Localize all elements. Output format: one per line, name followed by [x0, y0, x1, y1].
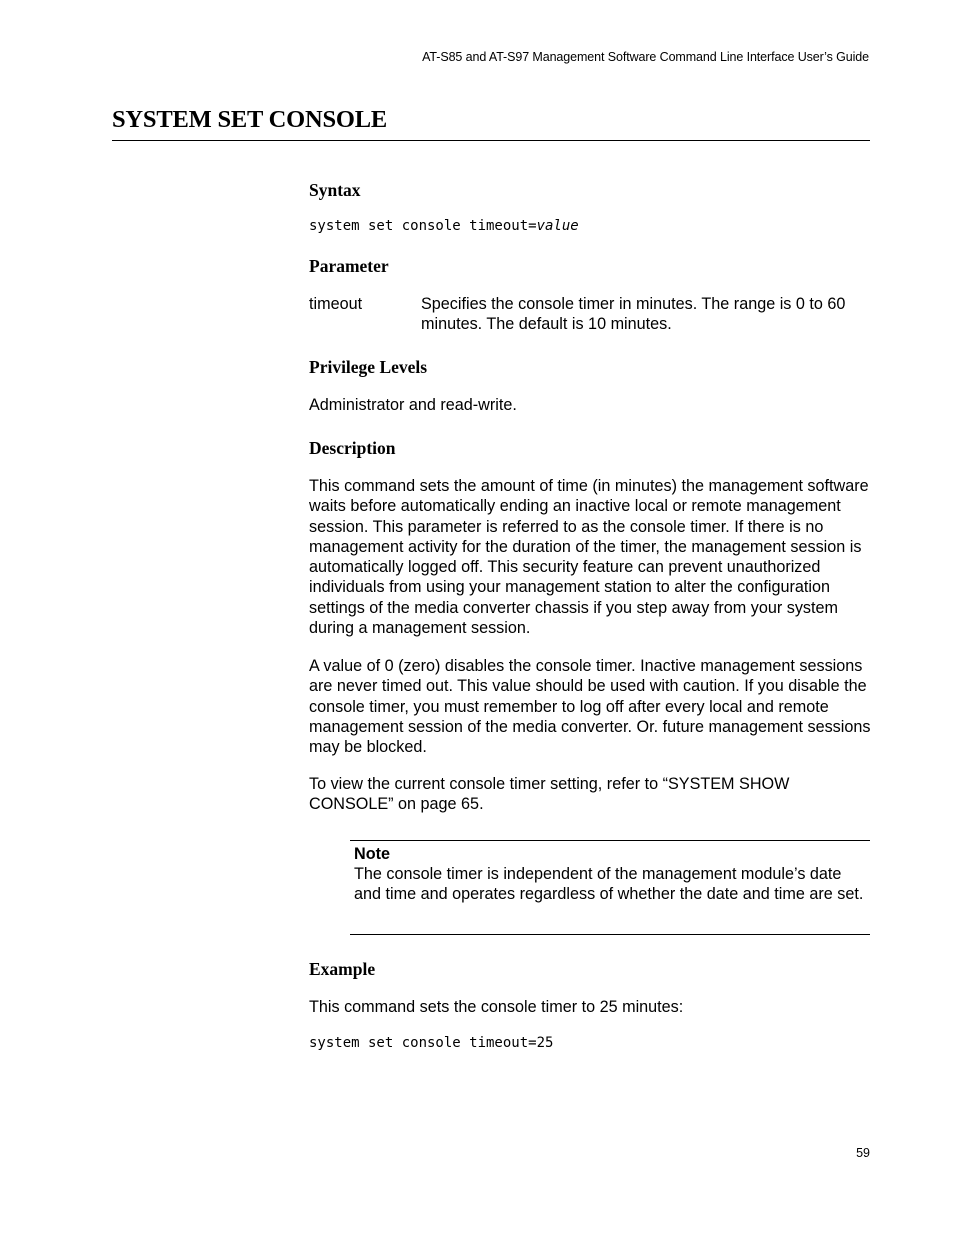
parameter-description: Specifies the console timer in minutes. The range is 0 to 60 minutes. The default is 10 minutes. [421, 295, 846, 334]
syntax-heading: Syntax [309, 180, 361, 200]
syntax-command-variable: value [536, 218, 579, 234]
running-header: AT-S85 and AT-S97 Management Software Command Line Interface User’s Guide [422, 50, 869, 64]
example-heading: Example [309, 959, 376, 979]
parameter-name: timeout [309, 295, 363, 313]
note-box [350, 840, 870, 935]
description-paragraph-1: This command sets the amount of time (in minutes) the management software waits before automatically ending an inactive local or remote management session. This parameter is referred to as the console timer. If there is no management activity for the duration of the timer, the management session is automatically logged off. This security feature can prevent unauthorized individuals from using your management station to alter the configuration settings of the media converter chassis if you step away from your system during a management session. [309, 477, 869, 638]
privilege-levels-heading: Privilege Levels [309, 357, 428, 377]
description-heading: Description [309, 438, 396, 458]
title-rule [112, 140, 870, 141]
description-paragraph-2: A value of 0 (zero) disables the console timer. Inactive management sessions are never timed out. This value should be used with caution. If you disable the console timer, you must remember to log off after every local and remote management session of the media converter. Or. future management sessions may be blocked. [309, 657, 871, 757]
example-text: This command sets the console timer to 25 minutes: [309, 998, 684, 1016]
parameter-heading: Parameter [309, 256, 389, 276]
description-paragraph-3: To view the current console timer setting, refer to “SYSTEM SHOW CONSOLE” on page 65. [309, 775, 790, 814]
page-number: 59 [856, 1146, 870, 1160]
privilege-levels-text: Administrator and read-write. [309, 396, 517, 414]
syntax-command-prefix: system set console timeout= [309, 218, 537, 234]
example-command: system set console timeout=25 [309, 1035, 554, 1051]
page-title: SYSTEM SET CONSOLE [112, 106, 388, 133]
syntax-command [309, 218, 579, 234]
note-text: The console timer is independent of the management module’s date and time and operates regardless of whether the date and time are set. [354, 865, 864, 904]
note-title: Note [354, 845, 390, 863]
